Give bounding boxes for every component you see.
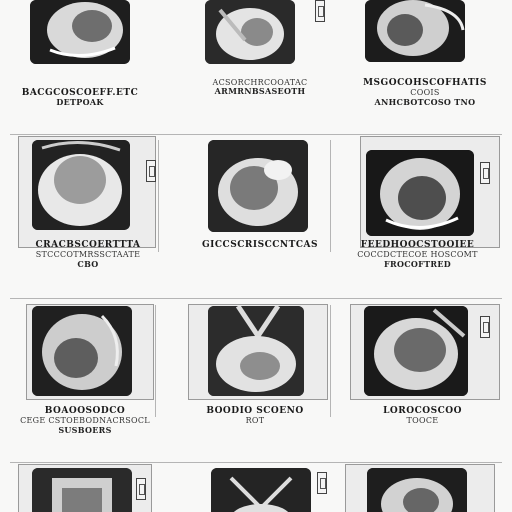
frame-tab (136, 478, 146, 500)
panel-caption (195, 78, 325, 96)
caption-line: COOIS (410, 88, 440, 98)
panel-r3c1 (10, 300, 160, 460)
frame-tab (480, 162, 490, 184)
panel-r2c1 (18, 136, 158, 296)
caption-line: FROCOFTRED (384, 258, 451, 269)
panel-r3c3 (340, 300, 505, 460)
caption-line: CRACBSCOERTTTA (35, 240, 141, 250)
column-divider (330, 305, 331, 417)
caption-line: CBO (77, 258, 99, 269)
caption-line: ANHCBOTCOSO TNO (374, 96, 476, 107)
panel-caption (10, 406, 160, 435)
panel-r4c3 (345, 464, 505, 512)
panel-caption (18, 240, 158, 269)
panel-r2c2 (190, 136, 330, 296)
row-divider (10, 134, 502, 135)
panel-image (366, 150, 474, 236)
frame-tab (315, 0, 325, 22)
panel-r4c1 (18, 464, 158, 512)
panel-r1c1 (20, 0, 140, 130)
panel-caption (20, 88, 140, 108)
caption-line: SUSBOERS (58, 424, 112, 435)
caption-line: ROT (245, 416, 265, 426)
panel-r4c2 (195, 464, 335, 512)
caption-line: ARMRNBSASEOTH (214, 86, 306, 97)
row-divider (10, 462, 502, 463)
panel-r1c3 (345, 0, 505, 130)
caption-line: CEGE CSTOEBODNACRSOCL (20, 416, 150, 426)
panel-image (208, 306, 304, 396)
caption-line: BOAOOSODCO (44, 406, 126, 416)
caption-line: ACSORCHRCOOATAC (212, 78, 308, 87)
caption-line: GICCSCRISCCNTCAS (202, 240, 318, 250)
panel-r3c2 (180, 300, 330, 460)
panel-image (364, 306, 468, 396)
caption-line: MSGOCOHSCOFHATIS (363, 78, 487, 88)
caption-line: DETPOAK (56, 97, 104, 108)
frame-tab (317, 472, 327, 494)
panel-image (32, 140, 130, 230)
panel-r1c2 (195, 0, 325, 130)
caption-line: LOROCOSCOO (383, 406, 462, 416)
caption-line: TOOCE (406, 416, 439, 426)
panel-caption (345, 78, 505, 107)
caption-line: STCCCOTMRSSCTAATE (35, 250, 141, 260)
panel-image (205, 0, 295, 64)
panel-caption (330, 240, 505, 269)
panel-caption (180, 406, 330, 426)
caption-line: FEEDHOOCSTOOIEE (360, 240, 475, 250)
panel-image (32, 306, 132, 396)
panel-image (32, 468, 132, 512)
panel-caption (190, 240, 330, 250)
caption-line: BOODIO SCOENO (206, 406, 304, 416)
panel-image (211, 468, 311, 512)
panel-image (365, 0, 465, 62)
column-divider (158, 140, 159, 252)
panel-image (367, 468, 467, 512)
panel-image (208, 140, 308, 232)
panel-caption (340, 406, 505, 426)
panel-r2c3 (330, 136, 505, 296)
panel-image (30, 0, 130, 64)
caption-line: COCCDCTECOE HOSCOMT (357, 250, 478, 260)
row-divider (10, 298, 502, 299)
frame-tab (480, 316, 490, 338)
frame-tab (146, 160, 156, 182)
caption-line: BACGCOSCOEFF.ETC (21, 88, 139, 98)
